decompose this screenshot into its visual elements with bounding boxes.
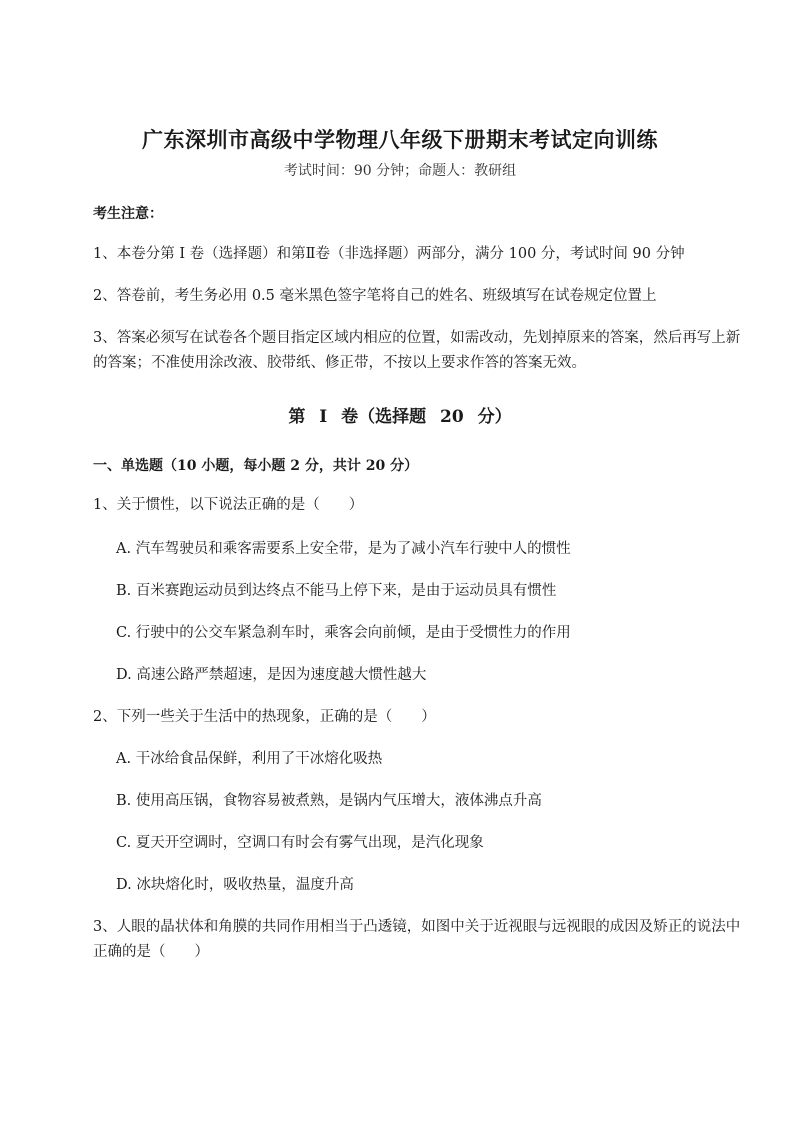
question-3-stem-line-1: 3、人眼的晶状体和角膜的共同作用相当于凸透镜，如图中关于近视眼与远视眼的成因及矫正的说法中 <box>93 919 741 935</box>
notice-heading: 考生注意： <box>93 206 163 222</box>
notice-item-3-line-2: 的答案；不准使用涂改液、胶带纸、修正带，不按以上要求作答的答案无效。 <box>93 355 586 371</box>
exam-title: 广东深圳市高级中学物理八年级下册期末考试定向训练 <box>142 127 658 152</box>
question-2-option-a: A. 干冰给食品保鲜，利用了干冰熔化吸热 <box>116 751 383 767</box>
question-1-option-d: D. 高速公路严禁超速，是因为速度越大惯性越大 <box>116 667 427 683</box>
question-1-option-a: A. 汽车驾驶员和乘客需要系上安全带，是为了减小汽车行驶中人的惯性 <box>116 541 571 557</box>
notice-item-2: 2、答卷前，考生务必用 0.5 毫米黑色签字笔将自己的姓名、班级填写在试卷规定位置上 <box>93 288 657 304</box>
section-title: 第 I 卷（选择题 20 分） <box>288 407 512 427</box>
part-heading: 一、单选题（10 小题，每小题 2 分，共计 20 分） <box>93 458 419 474</box>
question-2-option-d: D. 冰块熔化时，吸收热量，温度升高 <box>116 877 354 893</box>
question-1-option-c: C. 行驶中的公交车紧急刹车时，乘客会向前倾，是由于受惯性力的作用 <box>116 625 571 641</box>
question-2-stem: 2、下列一些关于生活中的热现象，正确的是（ ） <box>93 709 436 725</box>
question-3-stem-line-2: 正确的是（ ） <box>93 944 209 960</box>
question-2-option-c: C. 夏天开空调时，空调口有时会有雾气出现，是汽化现象 <box>116 835 484 851</box>
notice-item-1: 1、本卷分第 I 卷（选择题）和第Ⅱ卷（非选择题）两部分，满分 100 分，考试时间 90 分钟 <box>93 246 685 262</box>
question-2-option-b: B. 使用高压锅，食物容易被煮熟，是锅内气压增大，液体沸点升高 <box>116 793 542 809</box>
question-1-stem: 1、关于惯性，以下说法正确的是（ ） <box>93 497 364 513</box>
notice-item-3-line-1: 3、答案必须写在试卷各个题目指定区域内相应的位置，如需改动，先划掉原来的答案，然后再写上新 <box>93 330 741 346</box>
exam-subtitle: 考试时间：90 分钟；命题人：教研组 <box>283 163 517 179</box>
question-1-option-b: B. 百米赛跑运动员到达终点不能马上停下来，是由于运动员具有惯性 <box>116 583 557 599</box>
